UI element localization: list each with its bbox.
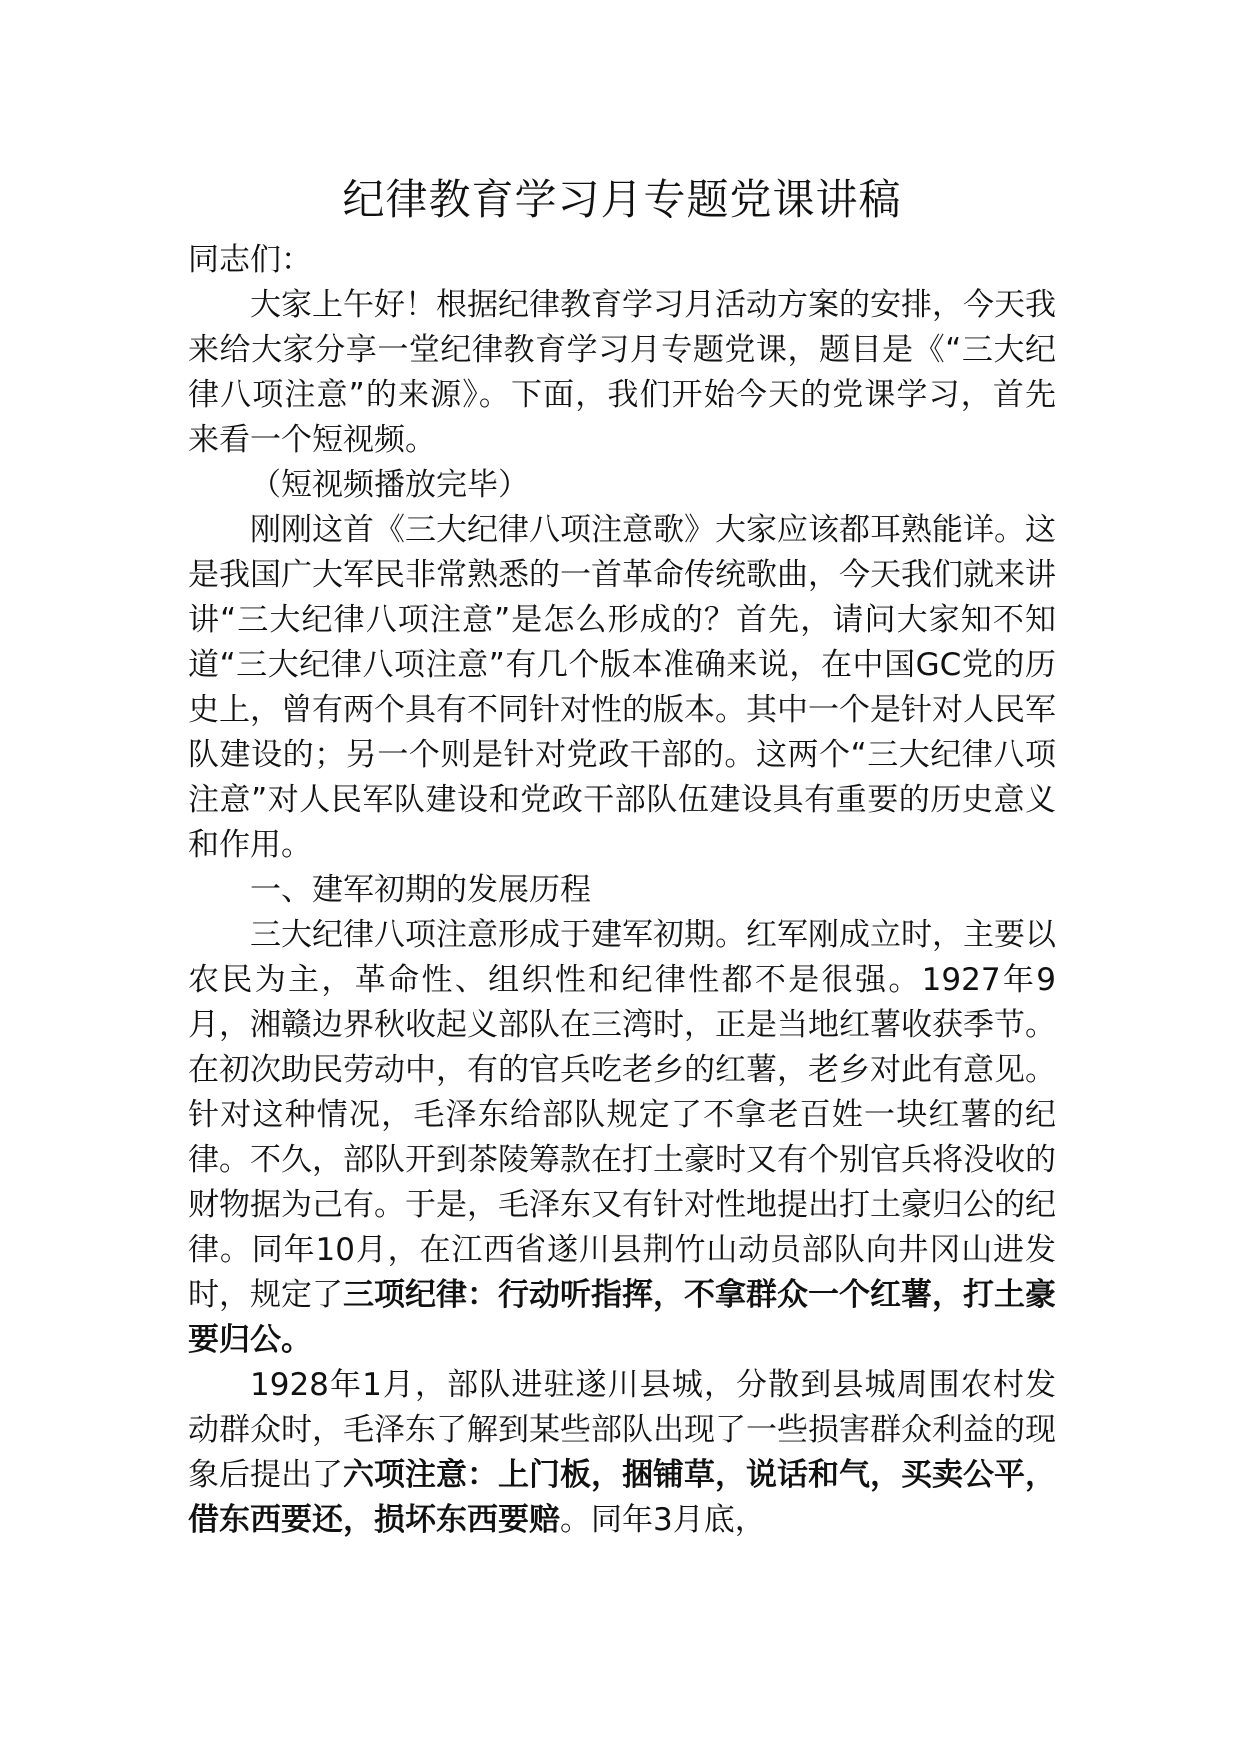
section-heading-early-army: 一、建军初期的发展历程 — [250, 872, 591, 908]
three-disciplines-bold: 三项纪律：行动听指挥，不拿群众一个红薯，打土豪要归公。 — [188, 1277, 1056, 1358]
six-attentions-bold: 六项注意：上门板，捆铺草，说话和气，买卖公平，借东西要还，损坏东西要赔 — [188, 1457, 1056, 1538]
paragraph-intro: 大家上午好！根据纪律教育学习月活动方案的安排，今天我来给大家分享一堂纪律教育学习月专题党课，题目是《“三大纪律八项注意”的来源》。下面，我们开始今天的党课学习，首先来看一个短视频。 — [188, 287, 1056, 458]
document-title: 纪律教育学习月专题党课讲稿 — [342, 175, 902, 224]
paragraph-three-disciplines-text: 三大纪律八项注意形成于建军初期。红军刚成立时，主要以农民为主，革命性、组织性和纪律性都不是很强。1927年9月，湘赣边界秋收起义部队在三湾时，正是当地红薯收获季节。在初次助民劳动中，有的官兵吃老乡的红薯，老乡对此有意见。针对这种情况，毛泽东给部队规定了不拿老百姓一块红薯的纪律。不久，部队开到茶陵筹款在打土豪时又有个别官兵将没收的财物据为己有。于是，毛泽东又有针对性地提出打土豪归公的纪律。同年10月，在江西省遂川县荆竹山动员部队向井冈山进发时，规定了 — [188, 917, 1056, 1313]
greeting: 同志们： — [188, 242, 312, 278]
paragraph-six-attentions — [188, 1363, 1056, 1543]
paragraph-three-disciplines — [188, 913, 1056, 1363]
paragraph-six-attentions-tail: 。同年3月底， — [560, 1502, 766, 1538]
paragraph-video-note: （短视频播放完毕） — [250, 467, 529, 503]
document-page — [188, 168, 1056, 1543]
paragraph-song-versions: 刚刚这首《三大纪律八项注意歌》大家应该都耳熟能详。这是我国广大军民非常熟悉的一首革命传统歌曲，今天我们就来讲讲“三大纪律八项注意”是怎么形成的？首先，请问大家知不知道“三大纪律八项注意”有几个版本准确来说，在中国GC党的历史上，曾有两个具有不同针对性的版本。其中一个是针对人民军队建设的；另一个则是针对党政干部的。这两个“三大纪律八项注意”对人民军队建设和党政干部队伍建设具有重要的历史意义和作用。 — [188, 512, 1056, 863]
paragraph-six-attentions-text: 1928年1月，部队进驻遂川县城，分散到县城周围农村发动群众时，毛泽东了解到某些部队出现了一些损害群众利益的现象后提出了 — [188, 1367, 1056, 1493]
